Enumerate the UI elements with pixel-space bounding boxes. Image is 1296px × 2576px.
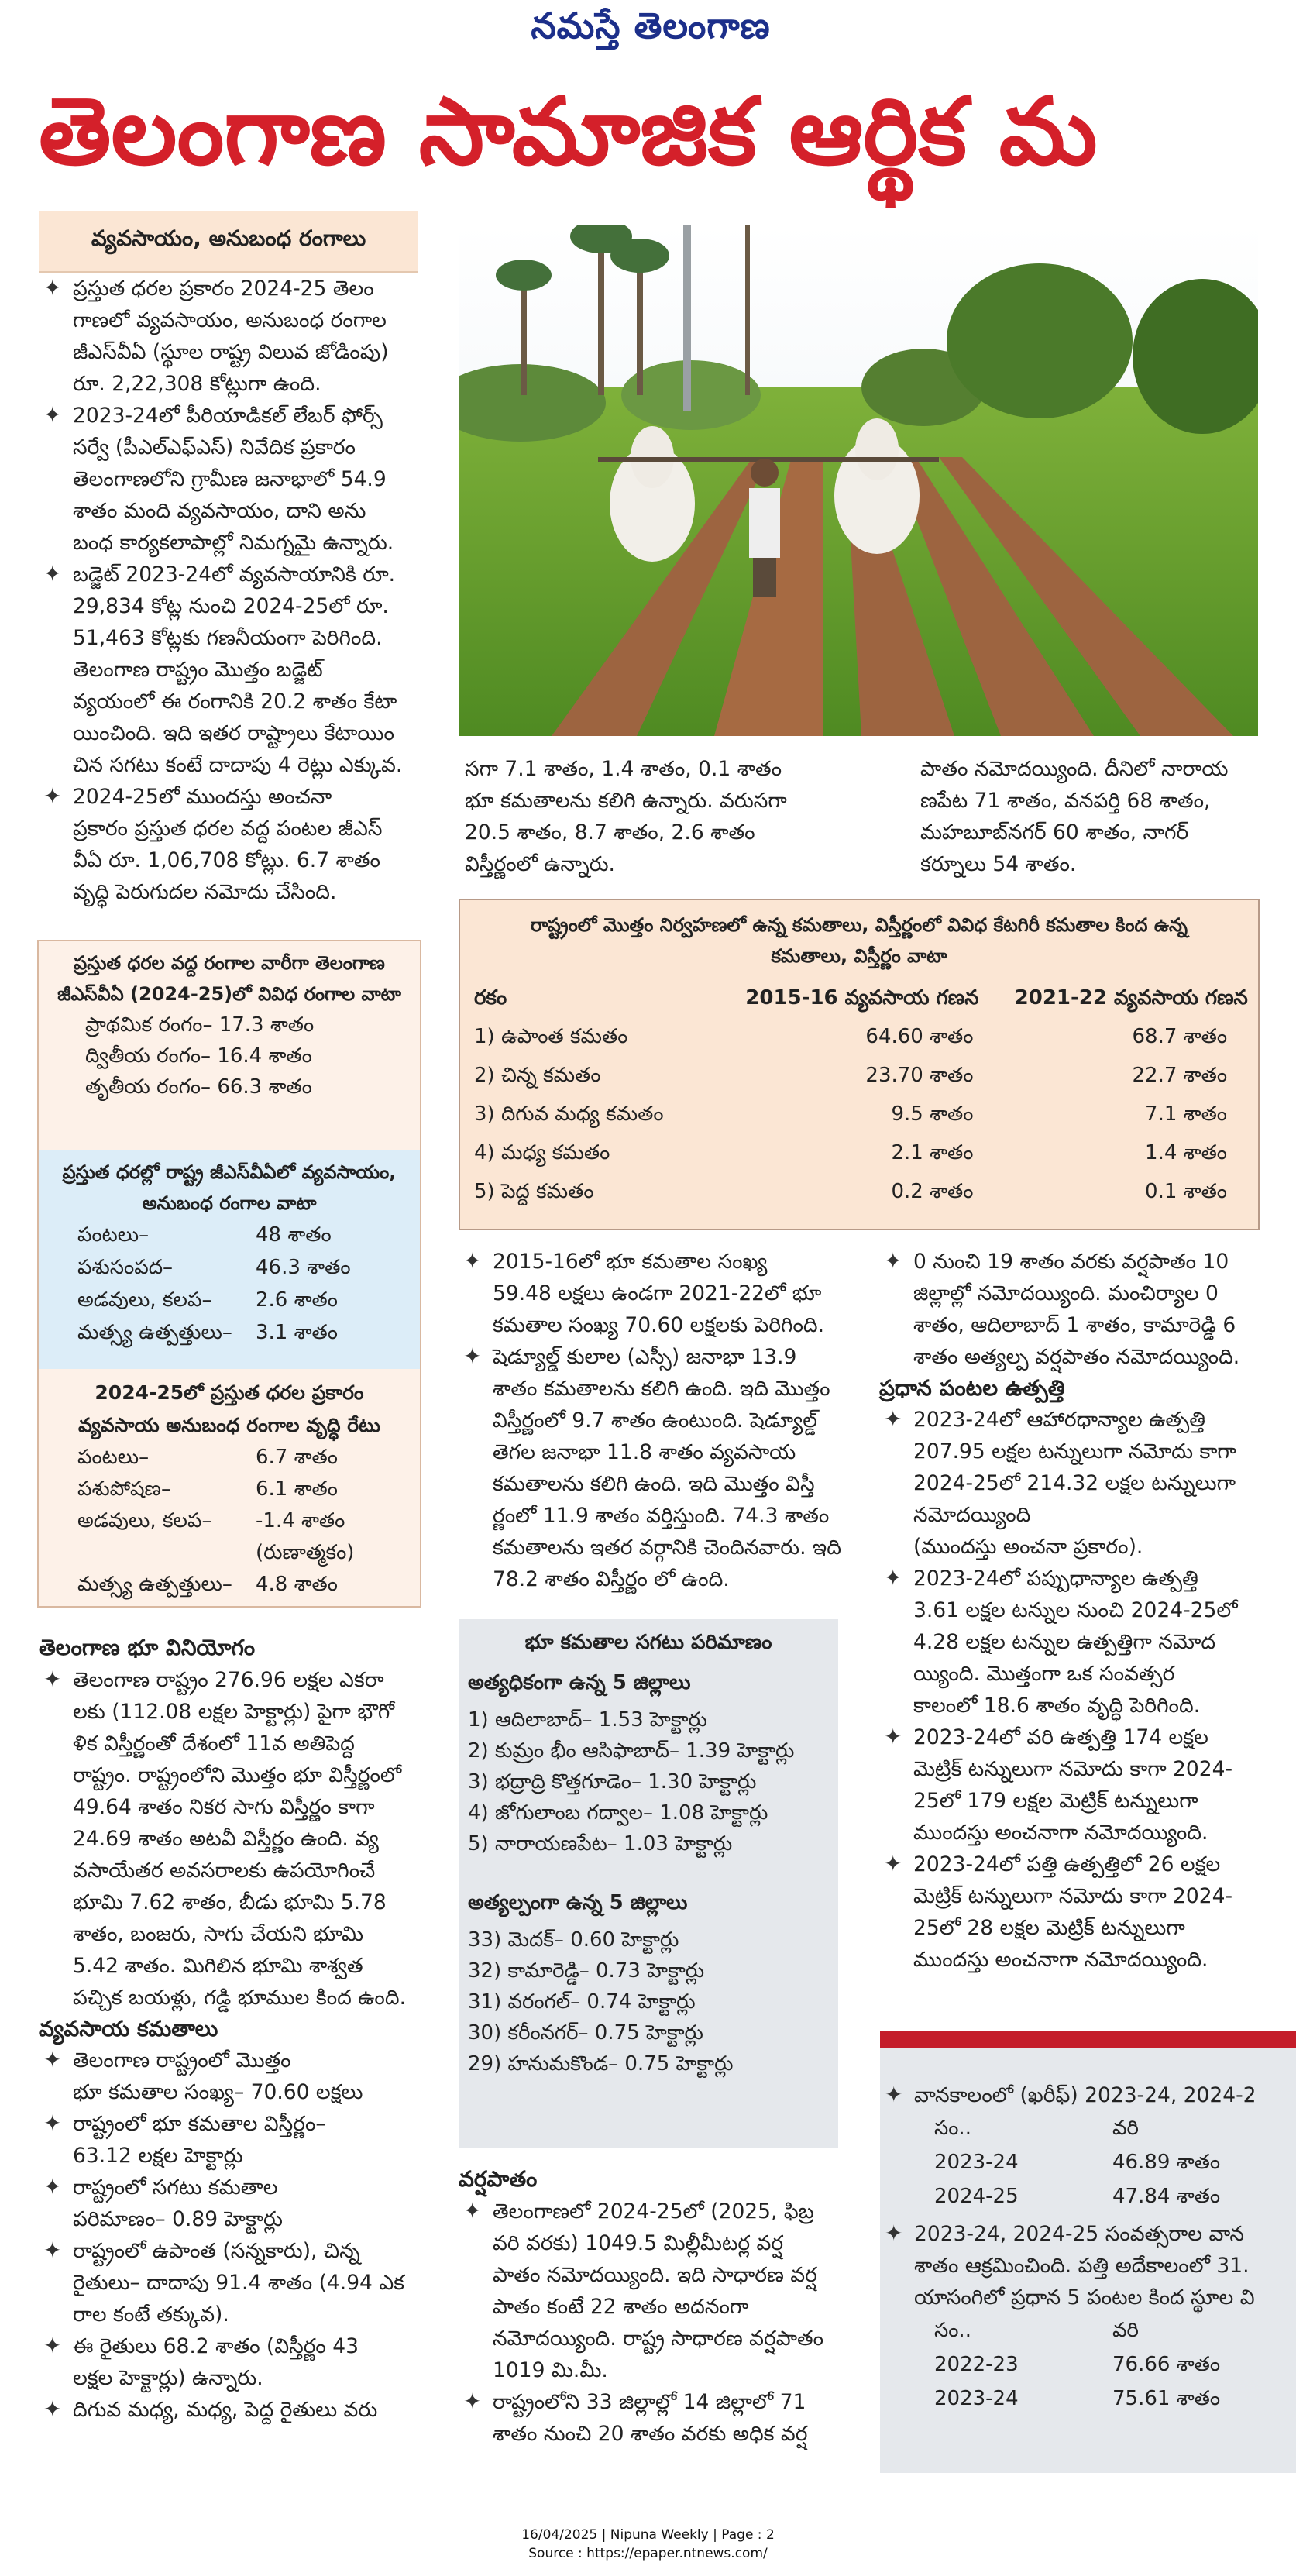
holdings-continuation-line: భూ కమతాలను కలిగి ఉన్నారు. వరుసగా <box>465 789 787 813</box>
land-use-line: 24.69 శాతం అటవీ విస్తీర్ణం ఉంది. వ్య <box>73 1827 379 1851</box>
col2-bullet-line: కమతాల సంఖ్య 70.60 లక్షలకు పెరిగింది. <box>493 1313 825 1337</box>
crop-bullet-line: ముందస్తు అంచనాగా నమోదయ్యింది. <box>913 1948 1208 1972</box>
agri-share-row-label: మత్స్య ఉత్పత్తులు– <box>77 1321 232 1344</box>
rainfall-bullet-line: రాష్ట్రంలోని 33 జిల్లాల్లో 14 జిల్లాలో 71 <box>493 2390 806 2414</box>
bullet-icon: ✦ <box>884 1724 902 1749</box>
red-rule <box>880 2031 1296 2048</box>
col3-bullet-line: శాతం అత్యల్ప వర్షపాతం నమోదయ్యింది. <box>913 1345 1240 1369</box>
newspaper-name: నమస్తే తెలంగాణ <box>531 5 771 46</box>
col1-bullet-line: వీఏ రూ. 1,06,708 కోట్లు. 6.7 శాతం <box>73 848 380 872</box>
low-districts-list <box>459 1918 838 2079</box>
rainfall-bullet-line: వరి వరకు) 1049.5 మిల్లీమీటర్ల వర్ష <box>493 2231 784 2255</box>
crop-share-box <box>880 2048 1296 2473</box>
agri-share-row-label: పశుసంపద– <box>77 1256 174 1279</box>
agri-share-title <box>39 1157 420 1219</box>
gsva-share-row: ప్రాథమిక రంగం– 17.3 శాతం <box>85 1013 315 1037</box>
col1-bullet-line: 51,463 కోట్లకు గణనీయంగా పెరిగింది. <box>73 626 383 650</box>
crop-bullet-line: ముందస్తు అంచనాగా నమోదయ్యింది. <box>913 1821 1208 1845</box>
col1-bullet-item <box>39 273 426 400</box>
kharif-row-label: 2023-24 <box>934 2151 1019 2174</box>
yasangi-text <box>914 2218 1296 2313</box>
yasangi-row-value: 75.61 శాతం <box>1112 2387 1221 2410</box>
yasangi-row-label: 2023-24 <box>934 2387 1019 2410</box>
section-title-agriculture: వ్యవసాయం, అనుబంధ రంగాలు <box>39 211 418 273</box>
land-use-item <box>39 1664 426 2014</box>
rainfall-bullet-line: తెలంగాణలో 2024-25లో (2025, ఫిబ్ర <box>493 2199 814 2223</box>
growth-rate-title <box>39 1377 420 1442</box>
holdings-table-title-line: కమతాలు, విస్తీర్ణం వాటా <box>771 945 947 967</box>
bullet-icon: ✦ <box>43 2047 62 2072</box>
gsva-infobox <box>37 940 421 1608</box>
kharif-table <box>880 2111 1296 2213</box>
col1-bullet-line: రూ. 2,22,308 కోట్లుగా ఉంది. <box>73 372 321 396</box>
col1-bullet-line: బడ్జెట్ 2023-24లో వ్యవసాయానికి రూ. <box>73 562 396 586</box>
agri-share-row-value: 46.3 శాతం <box>256 1256 351 1279</box>
growth-rate-row-label <box>77 1537 256 1569</box>
col2-bullet-line: 2015-16లో భూ కమతాల సంఖ్య <box>493 1250 768 1274</box>
agri-share-row-value: 48 శాతం <box>256 1223 332 1247</box>
agri-share-row <box>77 1251 420 1284</box>
rainfall-title: వర్షపాతం <box>459 2166 538 2192</box>
bullet-icon: ✦ <box>43 783 62 809</box>
agri-share-row <box>77 1284 420 1316</box>
growth-rate-row-value: 6.7 శాతం <box>256 1446 338 1469</box>
gsva-share-title <box>39 948 420 1009</box>
rainfall-bullet-line: 1019 మి.మీ. <box>493 2358 608 2382</box>
land-use-line: భూమి 7.62 శాతం, బీడు భూమి 5.78 <box>73 1890 387 1914</box>
crop-bullet-item <box>879 1721 1267 1849</box>
holdings-table-cell: 9.5 శాతం <box>891 1102 974 1126</box>
avg-holding-box <box>459 1619 838 2148</box>
holdings-table-cell: 23.70 శాతం <box>865 1064 974 1087</box>
growth-rate-title-line: 2024-25లో ప్రస్తుత ధరల ప్రకారం <box>95 1381 364 1404</box>
bullet-icon: ✦ <box>463 2198 482 2223</box>
col2-bullet-line: కమతాలను కలిగి ఉంది. ఇది మొత్తం విస్తీ <box>493 1472 815 1496</box>
growth-rate-row <box>77 1537 420 1569</box>
col3-bullet-line: 0 నుంచి 19 శాతం వరకు వర్షపాతం 10 <box>913 1250 1229 1274</box>
gsva-share-rows <box>39 1009 420 1102</box>
rainfall-continuation-line: మహబూబ్‌నగర్ 60 శాతం, నాగర్ <box>920 820 1189 844</box>
holdings-bullet-line: రాష్ట్రంలో ఉపాంత (సన్నకారు), చిన్న <box>73 2239 360 2263</box>
crop-bullet-line: 2023-24లో పప్పుధాన్యాల ఉత్పత్తి <box>913 1567 1198 1591</box>
yasangi-line: 2023-24, 2024-25 సంవత్సరాల వాన <box>914 2222 1245 2246</box>
crop-bullet-item <box>879 1849 1267 1976</box>
col1-bullet-line: వ్యయంలో ఈ రంగానికి 20.2 శాతం కేటా <box>73 690 397 714</box>
low-districts-title: అత్యల్పంగా ఉన్న 5 జిల్లాలు <box>468 1891 688 1914</box>
agri-share-row <box>77 1316 420 1349</box>
agri-share-title-line: ప్రస్తుత ధరల్లో రాష్ట్ర జీఎస్‌వీఏలో వ్యవసాయం, <box>62 1161 397 1183</box>
holdings-table-cell: 64.60 శాతం <box>865 1025 974 1048</box>
crop-bullet-line: (ముందస్తు అంచనా ప్రకారం). <box>913 1535 1143 1559</box>
bullet-icon: ✦ <box>463 2389 482 2414</box>
crop-bullet-line: 25లో 179 లక్షల మెట్రిక్ టన్నులుగా <box>913 1789 1198 1813</box>
gsva-share-title-line: జీఎస్‌వీఏ (2024-25)లో వివిధ రంగాల వాటా <box>57 983 401 1005</box>
land-use-line: పచ్చిక బయళ్లు, గడ్డి భూముల కింద ఉంది. <box>73 1986 406 2010</box>
col1-bullet-line: సర్వే (పీఎల్‌ఎఫ్‌ఎస్) నివేదిక ప్రకారం <box>73 435 356 459</box>
land-use-line: తెలంగాణ రాష్ట్రం 276.96 లక్షల ఎకరా <box>73 1668 384 1692</box>
footer-source: Source : https://epaper.ntnews.com/ <box>528 2546 768 2561</box>
crop-bullet-line: 2023-24లో ఆహారధాన్యాల ఉత్పత్తి <box>913 1408 1205 1432</box>
holdings-bullet-line: రాల కంటే తక్కువ). <box>73 2303 229 2327</box>
growth-rate-row <box>77 1442 420 1474</box>
yasangi-table <box>880 2313 1296 2416</box>
growth-rate-row <box>77 1505 420 1537</box>
growth-rate-row <box>77 1474 420 1505</box>
agri-share-title-line: అనుబంధ రంగాల వాటా <box>142 1192 317 1214</box>
land-use-line: 5.42 శాతం. మిగిలిన భూమి శాశ్వత <box>73 1954 363 1978</box>
bullet-icon: ✦ <box>43 2174 62 2199</box>
crop-bullet-line: 2024-25లో 214.32 లక్షల టన్నులుగా <box>913 1471 1236 1495</box>
holdings-table-row <box>474 1020 1258 1058</box>
col1-bullet-line: జీఎస్‌వీఏ (స్థూల రాష్ట్ర విలువ జోడింపు) <box>73 340 389 364</box>
holdings-bullet-line: రాష్ట్రంలో భూ కమతాల విస్తీర్ణం– <box>73 2112 326 2136</box>
holdings-bullet-item <box>39 2045 426 2108</box>
bullet-icon: ✦ <box>884 1851 902 1876</box>
rainfall-bullet-line: పాతం నమోదయ్యింది. ఇది సాధారణ వర్ష <box>493 2263 817 2287</box>
land-use-list <box>39 1664 426 2014</box>
yasangi-year-header: సం.. <box>934 2319 971 2342</box>
low-district: 33) మెదక్– 0.60 హెక్టార్లు <box>468 1928 679 1952</box>
agri-share-row-label: అడవులు, కలప– <box>77 1288 212 1312</box>
holdings-table-cell: 5) పెద్ద కమతం <box>474 1180 594 1203</box>
bullet-icon: ✦ <box>884 1565 902 1591</box>
bullet-icon: ✦ <box>463 1343 482 1369</box>
holdings-table-header-cell: 2021-22 వ్యవసాయ గణన <box>1014 986 1248 1009</box>
holdings-table-row <box>474 1097 1258 1136</box>
col2-bullets <box>459 1246 846 1595</box>
holdings-table-cell: 4) మధ్య కమతం <box>474 1141 610 1164</box>
crop-bullet-item <box>879 1563 1267 1721</box>
crop-bullet-line: నమోదయ్యింది <box>913 1503 1031 1527</box>
bullet-icon: ✦ <box>884 1248 902 1274</box>
holdings-bullet-line: లక్షల హెక్టార్లు) ఉన్నారు. <box>73 2366 263 2390</box>
growth-rate-rows <box>39 1442 420 1601</box>
col1-bullet-line: 29,834 కోట్ల నుంచి 2024-25లో రూ. <box>73 594 389 618</box>
bullet-icon: ✦ <box>43 2110 62 2136</box>
holdings-table-title-line: రాష్ట్రంలో మొత్తం నిర్వహణలో ఉన్న కమతాలు, విస్తీర్ణంలో వివిధ కేటగిరీ కమతాల కింద ఉన్న <box>531 914 1188 936</box>
top-district: 5) నారాయణపేట– 1.03 హెక్టార్లు <box>468 1832 733 1855</box>
holdings-bullet-item <box>39 2108 426 2172</box>
rainfall-continuation-line: కర్నూలు 54 శాతం. <box>920 852 1077 876</box>
kharif-row-value: 46.89 శాతం <box>1112 2151 1221 2174</box>
holdings-bullet-line: భూ కమతాల సంఖ్య– 70.60 లక్షలు <box>73 2080 363 2104</box>
growth-rate-row-value: 6.1 శాతం <box>256 1477 338 1501</box>
yasangi-row <box>934 2347 1296 2382</box>
land-use-line: శాతం, బంజరు, సాగు చేయని భూమి <box>73 1922 364 1946</box>
kharif-row-label: 2024-25 <box>934 2185 1019 2208</box>
agri-share-row-value: 3.1 శాతం <box>256 1321 338 1344</box>
col2-bullet-line: ర్ణంలో 11.9 శాతం వర్తిస్తుంది. 74.3 శాతం <box>493 1504 830 1528</box>
col1-bullet-item <box>39 400 426 559</box>
kharif-paddy-header: వరి <box>1112 2117 1139 2140</box>
growth-rate-row-label: పశుపోషణ– <box>77 1477 172 1501</box>
col1-bullet-line: 2023-24లో పీరియాడికల్ లేబర్ ఫోర్స్ <box>73 404 383 428</box>
col2-bullet-line: శాతం కమతాలను కలిగి ఉంది. ఇది మొత్తం <box>493 1377 830 1401</box>
top-districts-list <box>459 1698 838 1859</box>
holdings-table-row <box>474 1136 1258 1175</box>
holdings-list <box>39 2045 426 2426</box>
growth-rate-row-label: మత్స్య ఉత్పత్తులు– <box>77 1573 232 1596</box>
holdings-bullet-item <box>39 2394 426 2426</box>
bullet-icon: ✦ <box>43 2333 62 2358</box>
land-use-section <box>39 1632 426 2426</box>
crop-bullet-line: 4.28 లక్షల టన్నుల ఉత్పత్తిగా నమోద <box>913 1630 1216 1654</box>
rainfall-bullet-line: పాతం కంటే 22 శాతం అదనంగా <box>493 2295 749 2319</box>
kharif-table-header <box>934 2111 1296 2145</box>
holdings-table-box <box>459 899 1260 1230</box>
holdings-bullet-item <box>39 2172 426 2235</box>
bullet-icon: ✦ <box>43 561 62 586</box>
col2-bullet-line: 59.48 లక్షలు ఉండగా 2021-22లో భూ <box>493 1281 822 1305</box>
col2-bullet-line: 78.2 శాతం విస్తీర్ణం లో ఉంది. <box>493 1567 730 1591</box>
holdings-bullet-line: ఈ రైతులు 68.2 శాతం (విస్తీర్ణం 43 <box>73 2334 359 2358</box>
bullet-icon: ✦ <box>43 1666 62 1692</box>
crop-production-list <box>879 1404 1267 1976</box>
crop-bullet-line: మెట్రిక్ టన్నులుగా నమోదు కాగా 2024- <box>913 1884 1233 1908</box>
rainfall-bullet-line: నమోదయ్యింది. రాష్ట్ర సాధారణ వర్షపాతం <box>493 2327 824 2351</box>
agri-share-section <box>39 1150 420 1369</box>
bullet-icon: ✦ <box>884 1406 902 1432</box>
col1-bullet-line: శాతం మంది వ్యవసాయం, దాని అను <box>73 499 366 523</box>
bullet-icon: ✦ <box>43 275 62 301</box>
crop-bullet-item <box>879 1404 1267 1563</box>
holdings-table-header-cell: 2015-16 వ్యవసాయ గణన <box>745 986 979 1009</box>
agri-share-row-value: 2.6 శాతం <box>256 1288 338 1312</box>
kharif-year-header: సం.. <box>934 2117 971 2140</box>
yasangi-line: శాతం ఆక్రమించింది. పత్తి అదేకాలంలో 31. <box>914 2254 1250 2278</box>
col2-bullet-item <box>459 1341 846 1595</box>
holdings-table <box>474 981 1258 1213</box>
holdings-continuation-line: 20.5 శాతం, 8.7 శాతం, 2.6 శాతం <box>465 820 755 844</box>
col1-bullets <box>39 273 426 908</box>
gsva-share-title-line: ప్రస్తుత ధరల వద్ద రంగాల వారీగా తెలంగాణ <box>74 952 385 974</box>
yasangi-row <box>934 2382 1296 2416</box>
growth-rate-row <box>77 1569 420 1601</box>
col2-bullet-item <box>459 1246 846 1341</box>
bullet-icon: ✦ <box>43 2237 62 2263</box>
agri-share-rows <box>39 1219 420 1349</box>
holdings-table-cell: 0.1 శాతం <box>1145 1180 1227 1203</box>
col2-bullet-line: షెడ్యూల్డ్ కులాల (ఎస్సీ) జనాభా 13.9 <box>493 1345 797 1369</box>
rainfall-list <box>459 2196 846 2450</box>
col2-bullet-line: కమతాలను ఇతర వర్గానికి చెందినవారు. ఇది <box>493 1536 841 1560</box>
land-use-line: లకు (112.08 లక్షల హెక్టార్లు) పైగా భౌగో <box>73 1700 395 1724</box>
holdings-table-cell: 68.7 శాతం <box>1132 1025 1227 1048</box>
crop-bullet-line: య్యింది. మొత్తంగా ఒక సంవత్సర <box>913 1662 1175 1686</box>
top-districts-title: అత్యధికంగా ఉన్న 5 జిల్లాలు <box>468 1671 691 1694</box>
holdings-continuation-text <box>465 753 860 880</box>
low-district: 31) వరంగల్– 0.74 హెక్టార్లు <box>468 1990 696 2014</box>
gsva-share-row: తృతీయ రంగం– 66.3 శాతం <box>85 1075 312 1099</box>
col2-bullet-line: తెగల జనాభా 11.8 శాతం వ్యవసాయ <box>493 1440 796 1464</box>
holdings-bullet-line: రాష్ట్రంలో సగటు కమతాల <box>73 2175 278 2199</box>
col2-bullet-line: విస్తీర్ణంలో 9.7 శాతం ఉంటుంది. షెడ్యూల్డ్ <box>493 1408 818 1432</box>
low-district: 32) కామారెడ్డి– 0.73 హెక్టార్లు <box>468 1959 705 1983</box>
rainfall-bullet-line: శాతం నుంచి 20 శాతం వరకు అధిక వర్ష <box>493 2422 808 2446</box>
holdings-table-cell: 22.7 శాతం <box>1132 1064 1227 1087</box>
land-use-line: ళిక విస్తీర్ణంతో దేశంలో 11వ అతిపెద్ద <box>73 1732 355 1756</box>
holdings-table-cell: 7.1 శాతం <box>1145 1102 1227 1126</box>
growth-rate-row-value: -1.4 శాతం <box>256 1509 345 1532</box>
top-district: 1) ఆదిలాబాద్– 1.53 హెక్టార్లు <box>468 1708 707 1732</box>
holdings-continuation-line: సగా 7.1 శాతం, 1.4 శాతం, 0.1 శాతం <box>465 757 782 781</box>
top-district: 4) జోగులాంబ గద్వాల– 1.08 హెక్టార్లు <box>468 1801 768 1825</box>
holdings-table-header-cell: రకం <box>474 986 507 1009</box>
col1-list <box>39 273 426 908</box>
land-use-title: తెలంగాణ భూ వినియోగం <box>39 1635 256 1660</box>
holdings-table-cell: 1.4 శాతం <box>1145 1141 1227 1164</box>
growth-rate-row-value: (రుణాత్మకం) <box>256 1541 355 1564</box>
growth-rate-row-label: అడవులు, కలప– <box>77 1509 212 1532</box>
crop-bullet-line: మెట్రిక్ టన్నులుగా నమోదు కాగా 2024- <box>913 1757 1233 1781</box>
low-district: 30) కరీంనగర్– 0.75 హెక్టార్లు <box>468 2021 703 2045</box>
bullet-icon: ✦ <box>463 1248 482 1274</box>
holdings-bullet-item <box>39 2235 426 2330</box>
holdings-bullet-line: తెలంగాణ రాష్ట్రంలో మొత్తం <box>73 2048 291 2072</box>
crop-bullet-line: 3.61 లక్షల టన్నుల నుంచి 2024-25లో <box>913 1598 1238 1622</box>
col1-bullet-line: తెలంగాణలోని గ్రామీణ జనాభాలో 54.9 <box>73 467 387 491</box>
low-district: 29) హనుమకొండ– 0.75 హెక్టార్లు <box>468 2052 734 2076</box>
rainfall-continuation-line: ణపేట 71 శాతం, వనపర్తి 68 శాతం, <box>920 789 1211 813</box>
crop-bullet-line: కాలంలో 18.6 శాతం వృద్ధి పెరిగింది. <box>913 1694 1201 1718</box>
top-district: 2) కుమ్రం భీం ఆసిఫాబాద్– 1.39 హెక్టార్లు <box>468 1739 795 1763</box>
growth-rate-row-value: 4.8 శాతం <box>256 1573 338 1596</box>
rainfall-continuation-text <box>920 753 1284 880</box>
footer-line1: 16/04/2025 | Nipuna Weekly | Page : 2 <box>521 2527 775 2543</box>
land-use-line: వసాయేతర అవసరాలకు ఉపయోగించే <box>73 1859 376 1883</box>
crop-bullet-line: 2023-24లో పత్తి ఉత్పత్తిలో 26 లక్షల <box>913 1852 1221 1876</box>
holdings-bullet-line: పరిమాణం– 0.89 హెక్టార్లు <box>73 2207 283 2231</box>
holdings-table-cell: 3) దిగువ మధ్య కమతం <box>474 1102 664 1126</box>
yasangi-row-value: 76.66 శాతం <box>1112 2353 1221 2376</box>
kharif-text: వానకాలంలో (ఖరీఫ్) 2023-24, 2024-2 <box>914 2083 1256 2107</box>
agri-share-row <box>77 1219 420 1251</box>
col1-bullet-line: 2024-25లో ముందస్తు అంచనా <box>73 785 332 809</box>
crop-bullet-line: 25లో 28 లక్షల మెట్రిక్ టన్నులుగా <box>913 1916 1185 1940</box>
holdings-table-header <box>474 981 1258 1020</box>
rainfall-bullet-item <box>459 2386 846 2450</box>
col1-bullet-line: ప్రకారం ప్రస్తుత ధరల వద్ద పంటల జీఎస్ <box>73 817 383 841</box>
col1-bullet-line: బంధ కార్యకలాపాల్లో నిమగ్నమై ఉన్నారు. <box>73 531 394 555</box>
rainfall-section <box>459 2163 846 2450</box>
holdings-bullet-line: 63.12 లక్షల హెక్టార్లు <box>73 2144 243 2168</box>
holdings-table-title <box>460 900 1258 972</box>
holdings-table-row <box>474 1058 1258 1097</box>
col3-bullet-line: శాతం, ఆదిలాబాద్ 1 శాతం, కామారెడ్డి 6 <box>913 1313 1236 1337</box>
holdings-table-cell: 2) చిన్న కమతం <box>474 1064 601 1087</box>
rainfall-bullet-item <box>459 2196 846 2386</box>
land-use-line: 49.64 శాతం నికర సాగు విస్తీర్ణం కాగా <box>73 1795 375 1819</box>
col3-bullet-line: జిల్లాల్లో నమోదయ్యింది. మంచిర్యాల 0 <box>913 1281 1219 1305</box>
yasangi-table-header <box>934 2313 1296 2347</box>
crop-production-title: ప్రధాన పంటల ఉత్పత్తి <box>879 1375 1065 1401</box>
yasangi-paddy-header: వరి <box>1112 2319 1139 2342</box>
col3-rain-list <box>879 1246 1267 1373</box>
kharif-row-value: 47.84 శాతం <box>1112 2185 1221 2208</box>
avg-holding-title: భూ కమతాల సగటు పరిమాణం <box>524 1631 772 1654</box>
col1-bullet-item <box>39 781 426 908</box>
crop-bullet-line: 2023-24లో వరి ఉత్పత్తి 174 లక్షల <box>913 1725 1208 1749</box>
growth-rate-section <box>39 1369 420 1601</box>
kharif-row <box>934 2145 1296 2179</box>
col3-bullet-item <box>879 1246 1267 1373</box>
col1-bullet-line: వృద్ధి పెరుగుదల నమోదు చేసింది. <box>73 880 337 904</box>
holdings-table-row <box>474 1175 1258 1213</box>
holdings-bullet-item <box>39 2330 426 2394</box>
rainfall-continuation-line: పాతం నమోదయ్యింది. దీనిలో నారాయ <box>920 757 1229 781</box>
top-district: 3) భద్రాద్రి కొత్తగూడెం– 1.30 హెక్టార్లు <box>468 1770 757 1794</box>
yasangi-line: యాసంగిలో ప్రధాన 5 పంటల కింద స్థూల వి <box>914 2285 1255 2309</box>
holdings-table-cell: 1) ఉపాంత కమతం <box>474 1025 628 1048</box>
kharif-row <box>934 2179 1296 2213</box>
holdings-table-cell: 2.1 శాతం <box>891 1141 974 1164</box>
bullet-icon: ✦ <box>43 402 62 428</box>
col1-bullet-line: ప్రస్తుత ధరల ప్రకారం 2024-25 తెలం <box>73 277 374 301</box>
holdings-continuation-line: విస్తీర్ణంలో ఉన్నారు. <box>465 852 615 876</box>
holdings-title: వ్యవసాయ కమతాలు <box>39 2016 218 2041</box>
holdings-bullet-line: రైతులు– దాదాపు 91.4 శాతం (4.94 ఎక <box>73 2271 405 2295</box>
bullet-icon: ✦ <box>885 2082 903 2107</box>
page-headline: తెలంగాణ సామాజిక ఆర్థిక మ <box>39 77 1098 186</box>
yasangi-row-label: 2022-23 <box>934 2353 1019 2376</box>
col1-bullet-line: యించింది. ఇది ఇతర రాష్ట్రాలు కేటాయిం <box>73 721 394 745</box>
crop-bullet-line: 207.95 లక్షల టన్నులుగా నమోదు కాగా <box>913 1439 1236 1463</box>
gsva-share-section <box>39 941 420 1150</box>
bullet-icon: ✦ <box>43 2396 62 2422</box>
col1-bullet-item <box>39 559 426 781</box>
bullet-icon: ✦ <box>885 2220 903 2246</box>
yasangi-bullet <box>880 2218 1296 2313</box>
col3-section <box>879 1246 1267 1976</box>
farmer-oxen-photo <box>459 225 1258 736</box>
col1-bullet-line: తెలంగాణ రాష్ట్రం మొత్తం బడ్జెట్ <box>73 658 323 682</box>
gsva-share-row: ద్వితీయ రంగం– 16.4 శాతం <box>85 1044 312 1068</box>
kharif-bullet <box>880 2079 1296 2111</box>
holdings-bullet-line: దిగువ మధ్య, మధ్య, పెద్ద రైతులు వరు <box>73 2398 378 2422</box>
land-use-line: రాష్ట్రం. రాష్ట్రంలోని మొత్తం భూ విస్తీర్ణంలో <box>73 1763 402 1787</box>
growth-rate-title-line: వ్యవసాయ అనుబంధ రంగాల వృద్ధి రేటు <box>77 1414 381 1436</box>
growth-rate-row-label: పంటలు– <box>77 1446 150 1469</box>
agri-share-row-label: పంటలు– <box>77 1223 150 1247</box>
col1-bullet-line: చిన సగటు కంటే దాదాపు 4 రెట్లు ఎక్కువ. <box>73 753 403 777</box>
holdings-table-cell: 0.2 శాతం <box>891 1180 974 1203</box>
col1-bullet-line: గాణలో వ్యవసాయం, అనుబంధ రంగాల <box>73 308 387 332</box>
